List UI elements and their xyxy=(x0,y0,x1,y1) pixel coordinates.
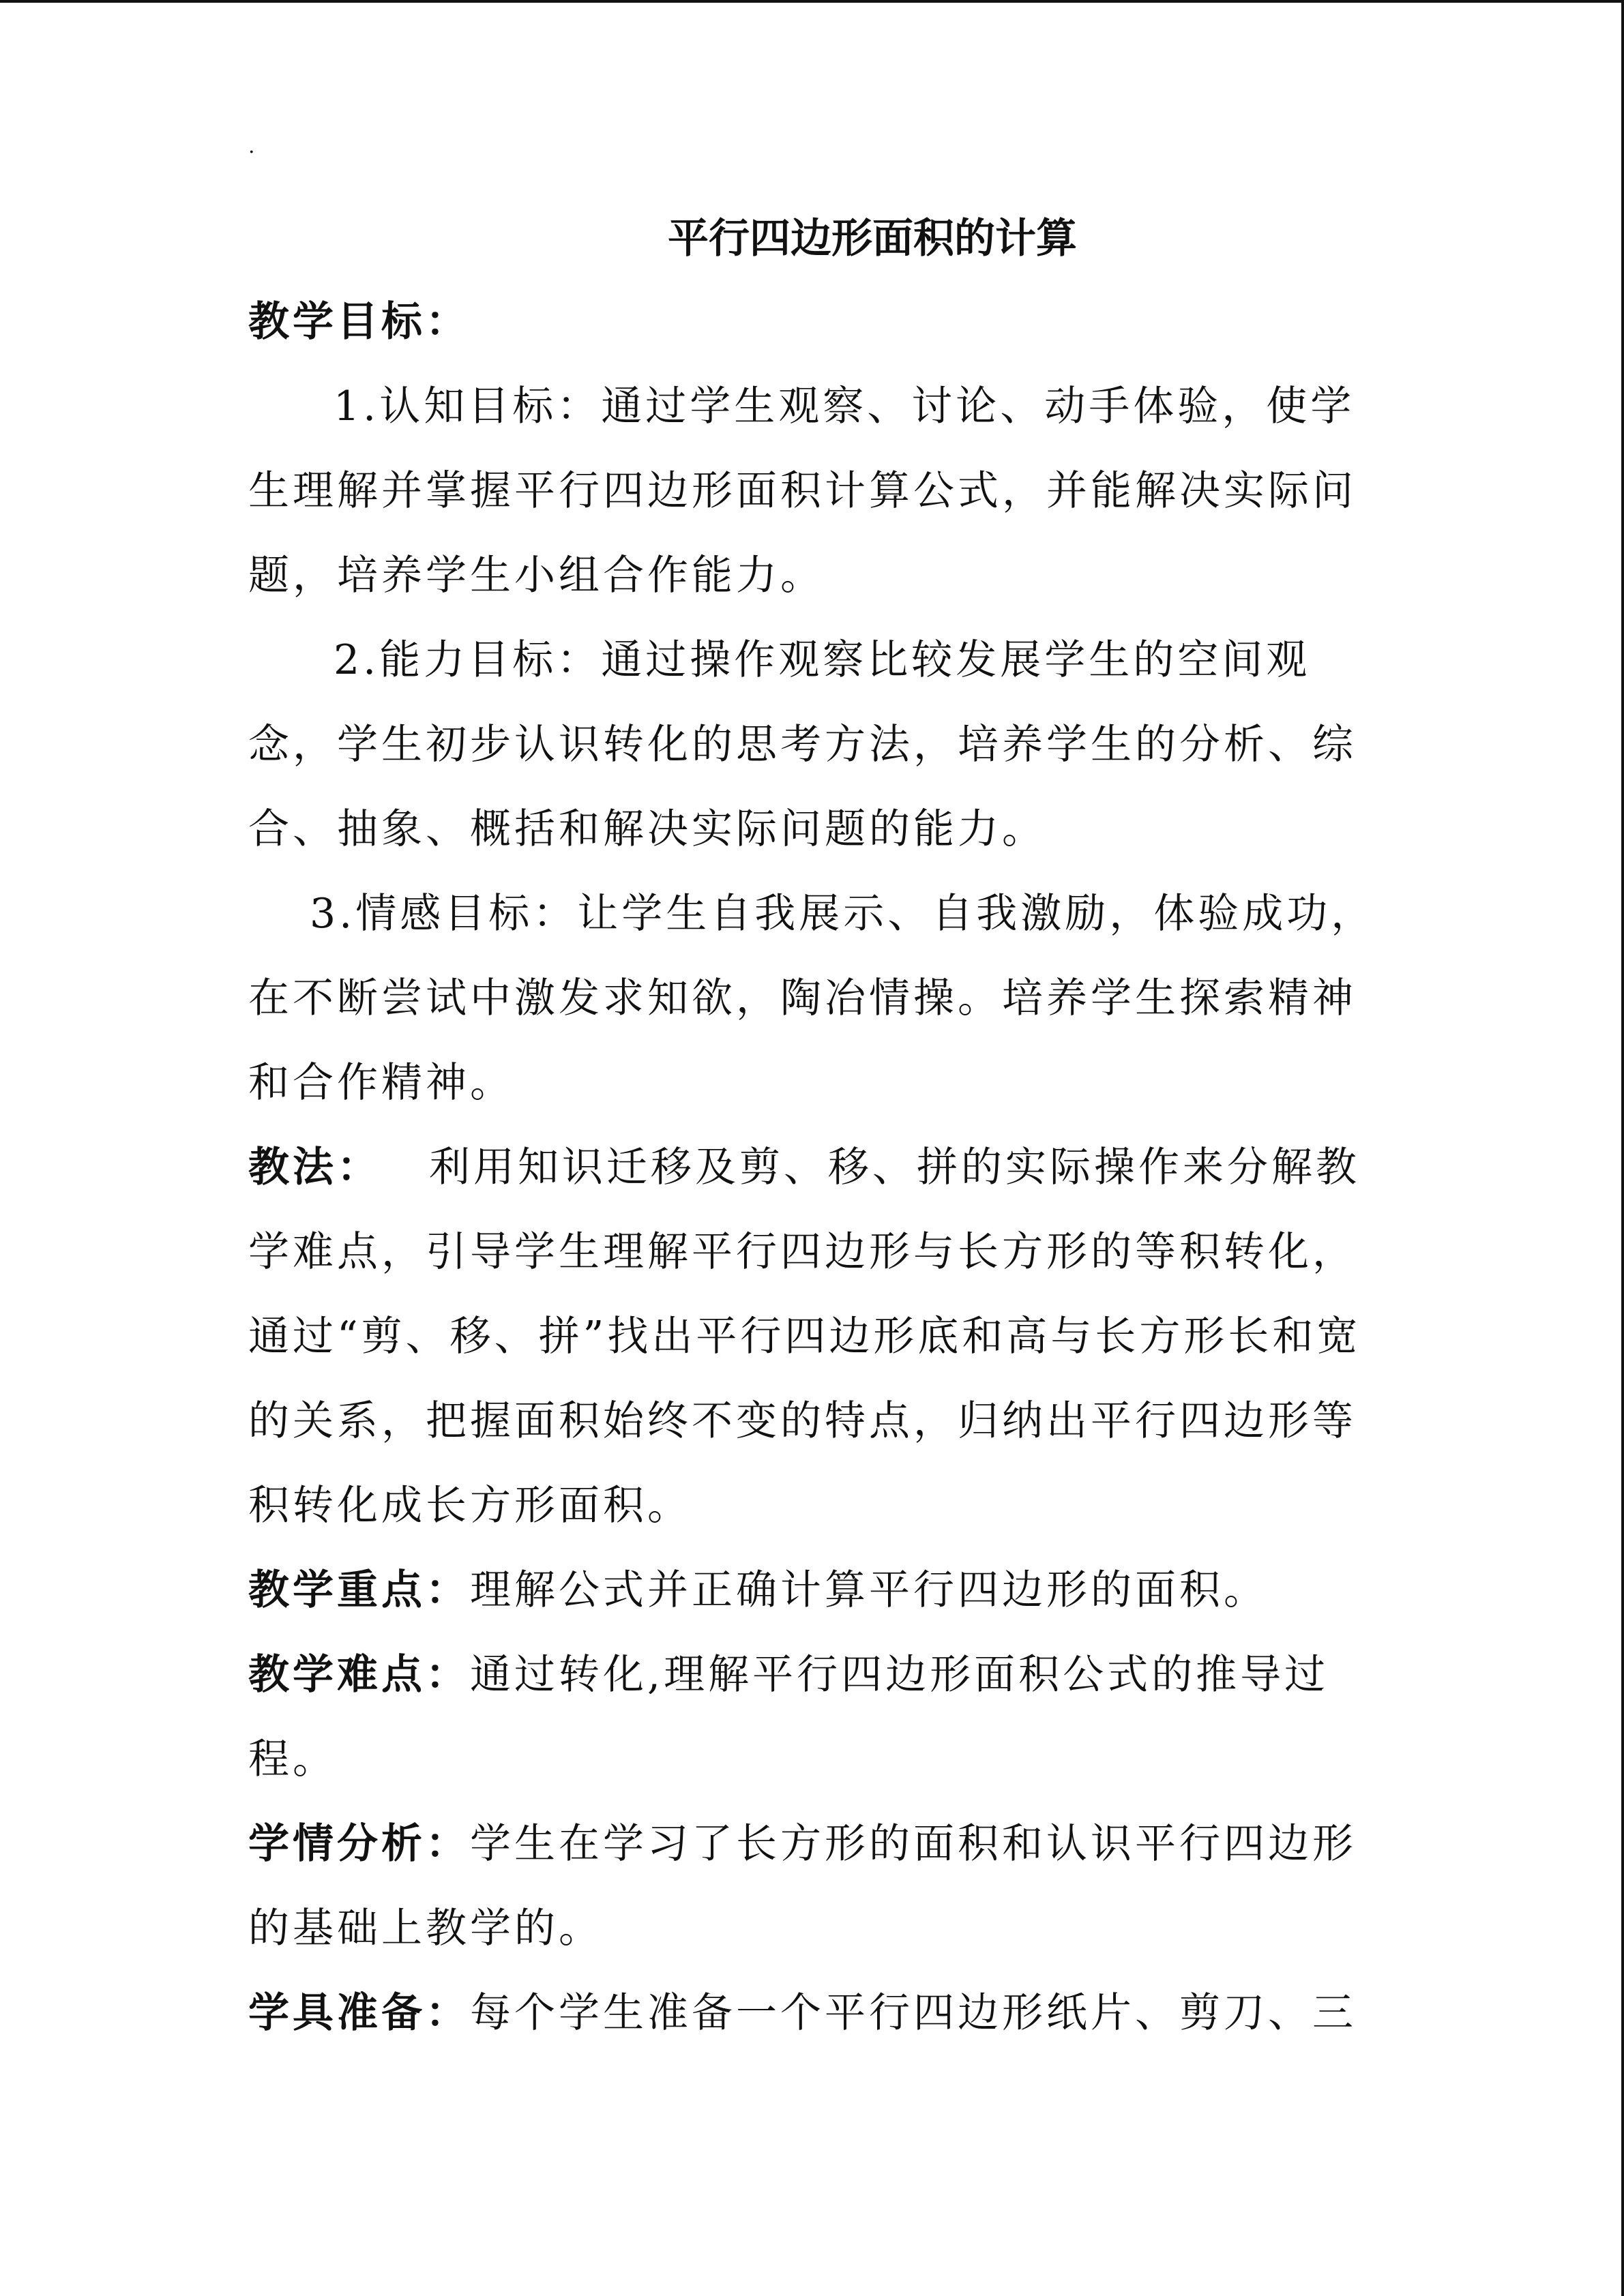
document-body xyxy=(248,198,1394,2055)
header-dot: . xyxy=(248,134,255,158)
objectives-heading: 教学目标： xyxy=(248,298,470,346)
student-analysis-label: 学情分析： xyxy=(248,1820,470,1868)
key-point-text: 理解公式并正确计算平行四边形的面积。 xyxy=(470,1566,1268,1614)
key-point xyxy=(248,1548,1394,1632)
tools-preparation-label: 学具准备： xyxy=(248,1989,470,2037)
page-right-border xyxy=(1621,0,1624,2296)
tools-preparation-text: 每个学生准备一个平行四边形纸片、剪刀、三 xyxy=(470,1989,1357,2037)
page-top-border xyxy=(0,0,1624,3)
objective-emotion: 3.情感目标：让学生自我展示、自我激励，体验成功，在不断尝试中激发求知欲，陶冶情操。培养学生探索精神和合作精神。 xyxy=(248,890,1376,1107)
objective-cognitive: 1.认知目标：通过学生观察、讨论、动手体验，使学生理解并掌握平行四边形面积计算公式，并能解决实际问题，培养学生小组合作能力。 xyxy=(248,383,1357,599)
tools-preparation xyxy=(248,1971,1394,2055)
difficulty-text: 通过转化,理解平行四边形面积公式的推导过程。 xyxy=(248,1651,1329,1783)
student-analysis xyxy=(248,1802,1394,1971)
difficulty xyxy=(248,1632,1394,1802)
teaching-method xyxy=(248,1125,1394,1548)
teaching-method-text: 利用知识迁移及剪、移、拼的实际操作来分解教学难点，引导学生理解平行四边形与长方形的等积转化，通过“剪、移、拼”找出平行四边形底和高与长方形长和宽的关系，把握面积始终不变的特点，归纳出平行四边形等积转化成长方形面积。 xyxy=(248,1144,1361,1530)
difficulty-label: 教学难点： xyxy=(248,1651,470,1699)
teaching-method-label: 教法： xyxy=(248,1144,361,1191)
objective-ability: 2.能力目标：通过操作观察比较发展学生的空间观念，学生初步认识转化的思考方法，培养学生的分析、综合、抽象、概括和解决实际问题的能力。 xyxy=(248,636,1357,853)
student-analysis-text: 学生在学习了长方形的面积和认识平行四边形的基础上教学的。 xyxy=(248,1820,1357,1952)
key-point-label: 教学重点： xyxy=(248,1566,470,1614)
document-title: 平行四边形面积的计算 xyxy=(668,215,1077,263)
